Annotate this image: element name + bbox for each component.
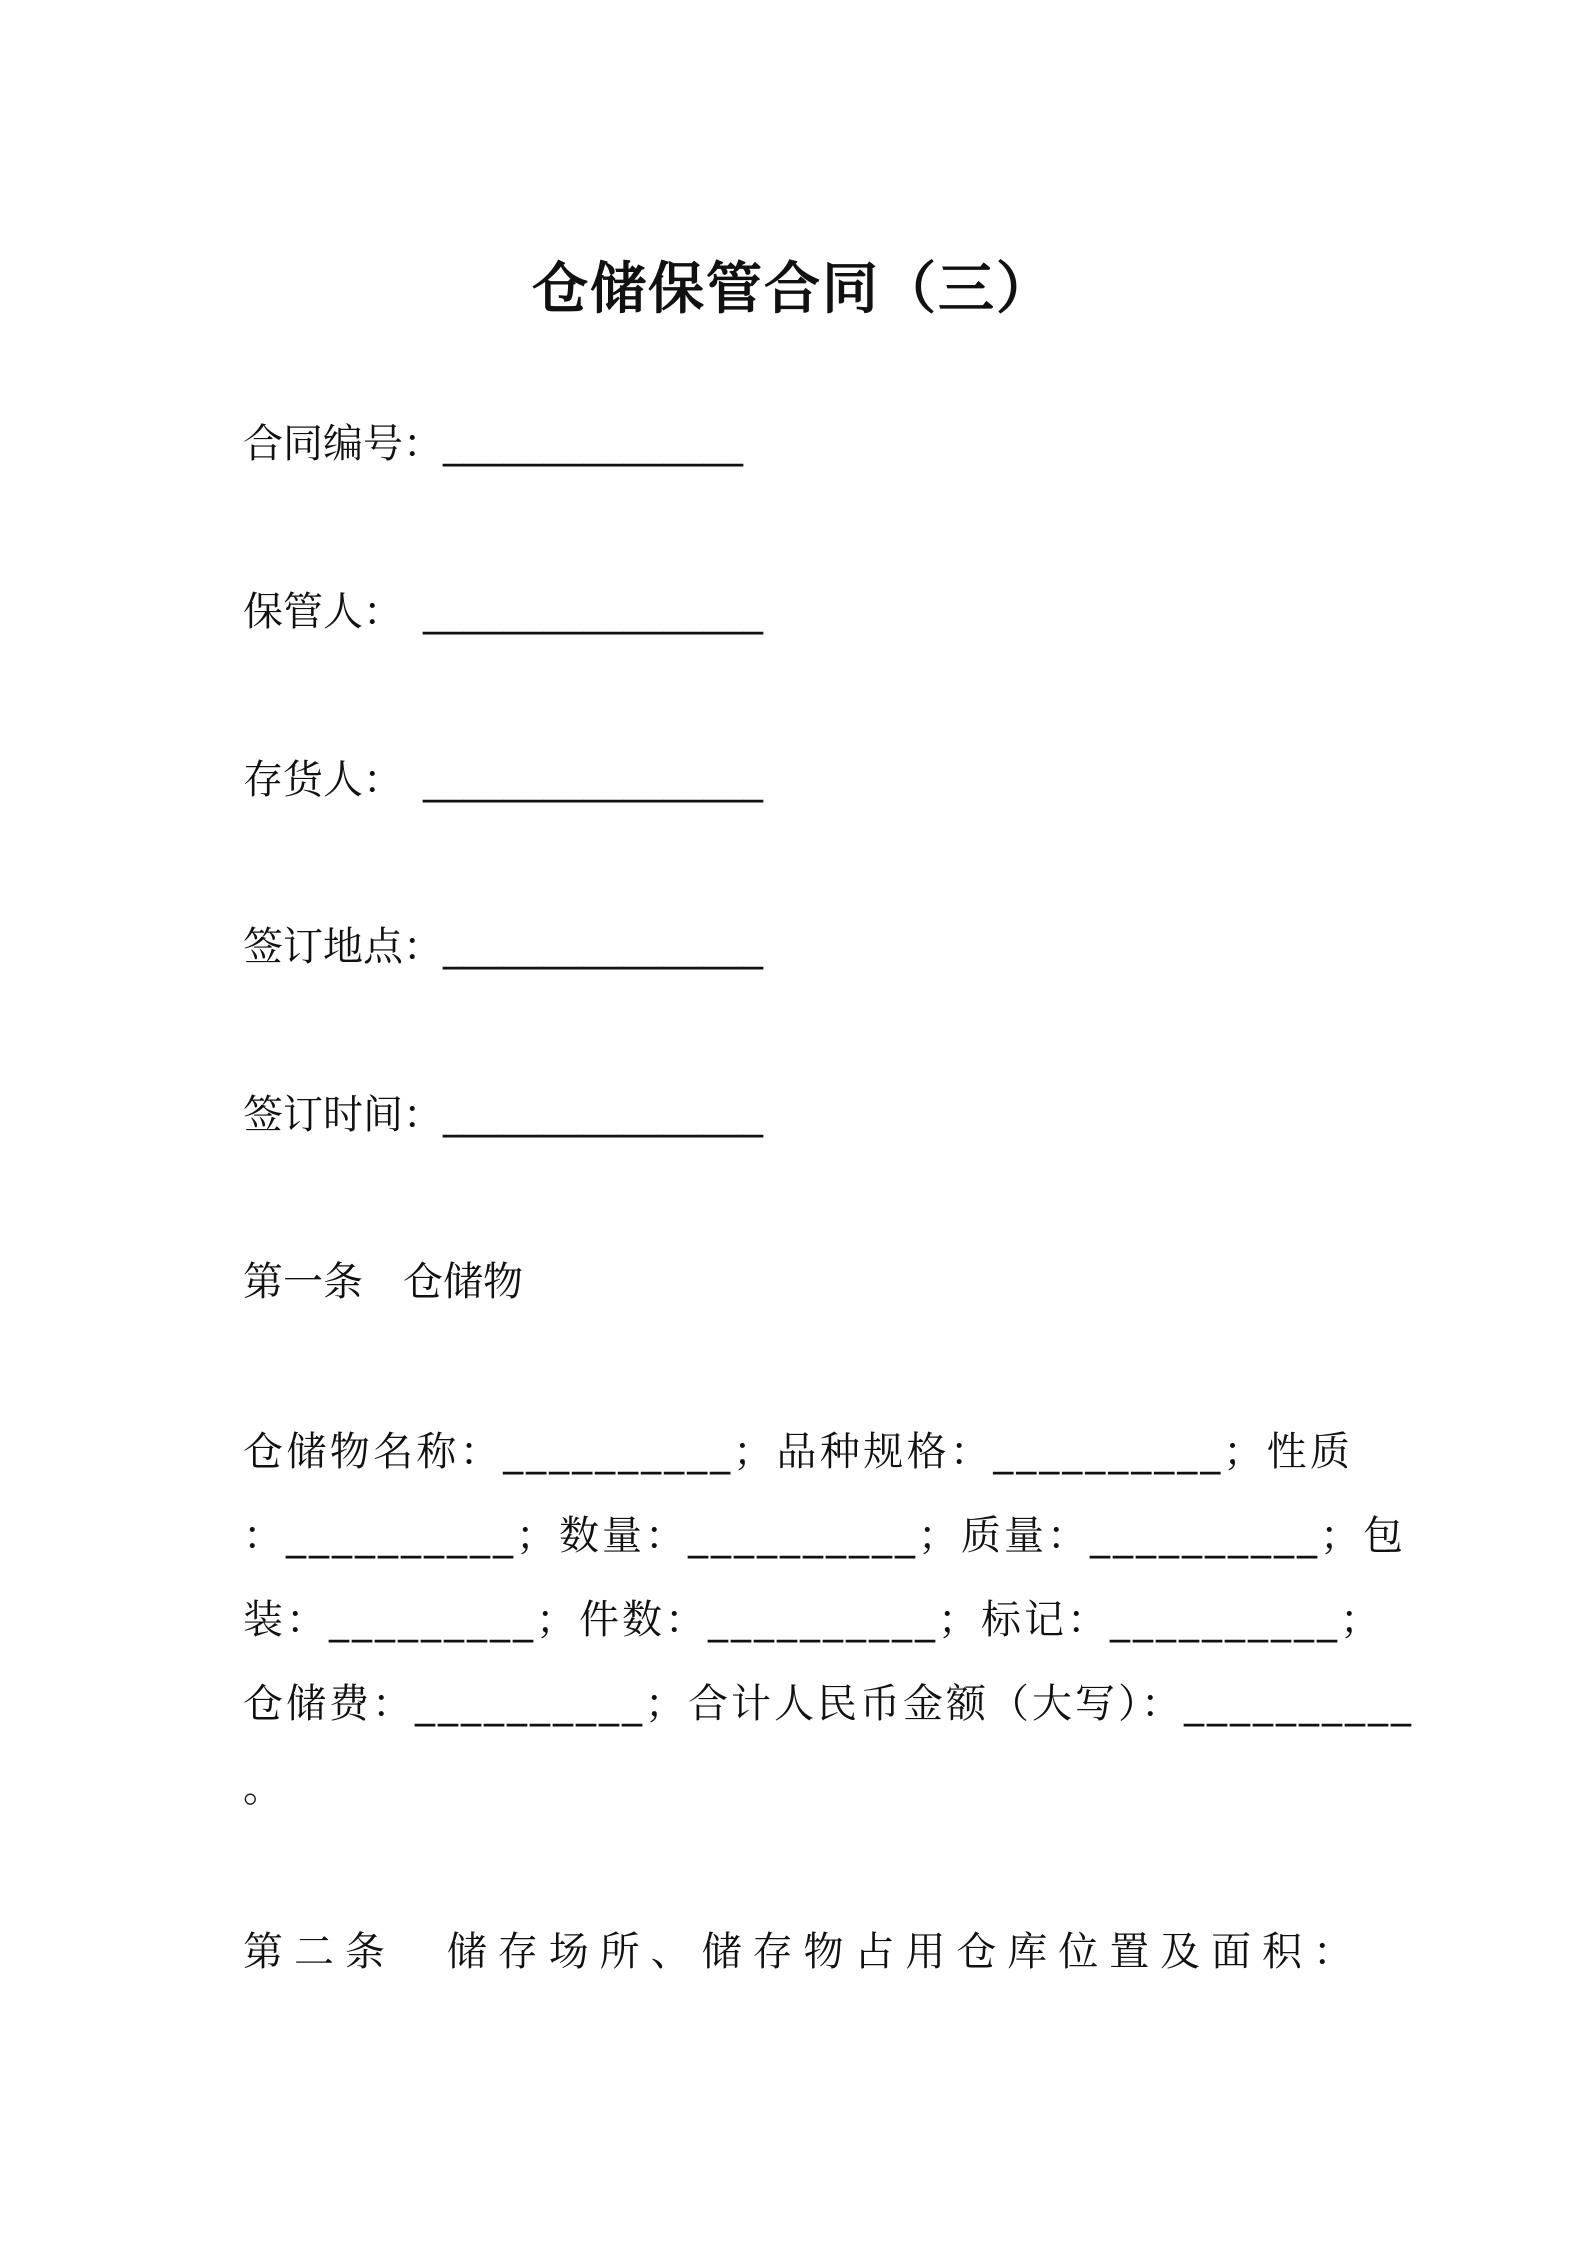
field-blank: _______________ xyxy=(443,421,743,467)
article-1-line: 仓储费：__________；合计人民币金额（大写）：__________ xyxy=(243,1681,1414,1727)
field-blank: ________________ xyxy=(443,924,763,970)
field-contract-number xyxy=(243,416,743,472)
article-1-line: ：__________；数量：__________；质量：__________；包 xyxy=(243,1513,1406,1559)
field-label: 存货人： xyxy=(243,757,403,803)
field-label: 保管人： xyxy=(243,589,403,635)
article-1-line: 。 xyxy=(243,1765,286,1811)
field-label: 合同编号： xyxy=(243,421,443,467)
field-blank: ________________ xyxy=(443,1092,763,1138)
article-1-body xyxy=(243,1410,1414,1830)
field-signing-time xyxy=(243,1087,763,1143)
document-title: 仓储保管合同（三） xyxy=(532,257,1054,322)
article-1-line: 装：_________；件数：__________；标记：__________； xyxy=(243,1597,1383,1643)
field-label: 签订地点： xyxy=(243,924,443,970)
article-1-heading: 第一条 仓储物 xyxy=(243,1259,523,1305)
field-keeper xyxy=(243,584,763,640)
field-blank: _________________ xyxy=(423,589,763,635)
field-depositor xyxy=(243,752,763,808)
field-label: 签订时间： xyxy=(243,1092,443,1138)
field-signing-place xyxy=(243,919,763,975)
article-2-heading: 第二条 储存场所、储存物占用仓库位置及面积： xyxy=(243,1929,1353,1975)
field-blank: _________________ xyxy=(423,757,763,803)
article-1-line: 仓储物名称：__________；品种规格：__________；性质 xyxy=(243,1429,1353,1475)
